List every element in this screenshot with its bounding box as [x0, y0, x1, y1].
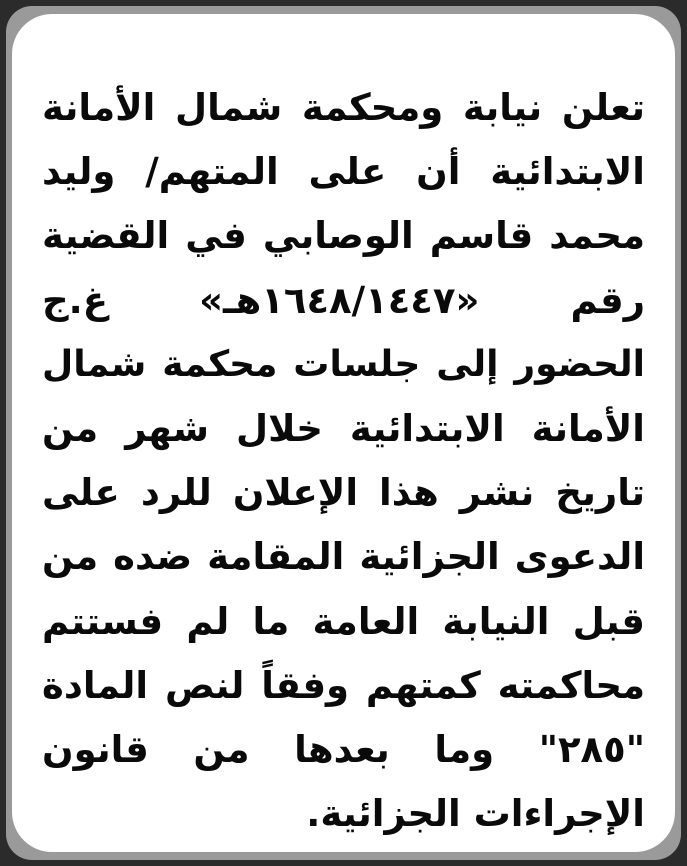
notice-card — [12, 14, 675, 852]
notice-line: "٢٨٥" وما بعدها من قانون — [42, 727, 645, 771]
notice-line: تعلن نيابة ومحكمة شمال الأمانة — [42, 86, 645, 129]
notice-line: الدعوى الجزائية المقامة ضده من — [42, 535, 645, 579]
notice-line: الابتدائية أن على المتهم/ وليد — [42, 150, 645, 194]
notice-line: الحضور إلى جلسات محكمة شمال — [42, 343, 645, 385]
notice-line: محاكمته كمتهم وفقاً لنص المادة — [42, 663, 645, 707]
notice-line: الأمانة الابتدائية خلال شهر من — [42, 406, 645, 450]
notice-line: محمد قاسم الوصابي في القضية — [42, 214, 645, 258]
notice-line: قبل النيابة العامة ما لم فستتم — [42, 599, 645, 643]
notice-line: رقم «١٦٤٨/١٤٤٧هـ» غ.ج — [42, 278, 645, 322]
notice-text — [42, 76, 645, 846]
notice-line: تاريخ نشر هذا الإعلان للرد على — [42, 471, 645, 515]
notice-line: الإجراءات الجزائية. — [306, 792, 645, 836]
